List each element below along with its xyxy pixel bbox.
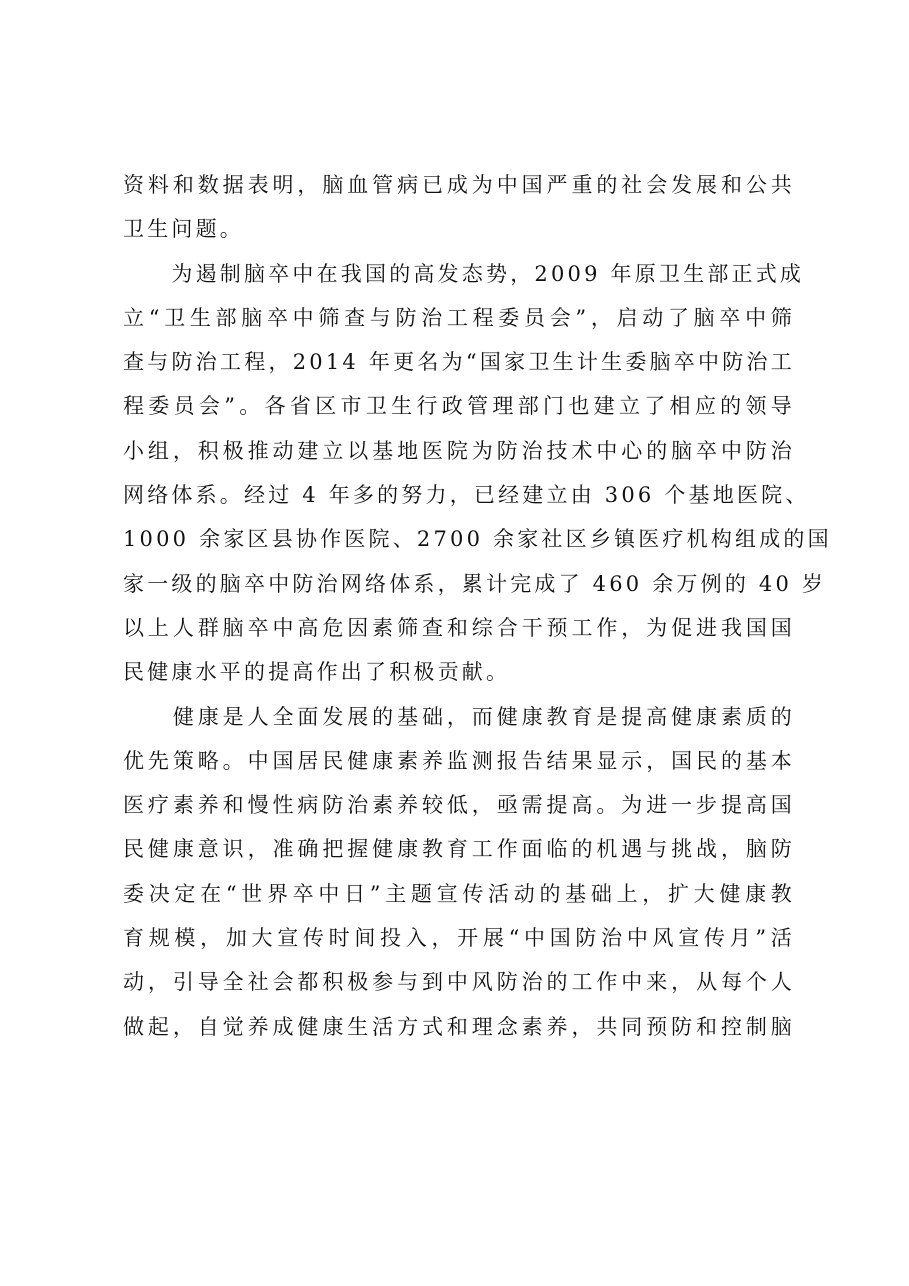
text-line: 医疗素养和慢性病防治素养较低，亟需提高。为进一步提高国 xyxy=(123,793,795,818)
text-line: 立“卫生部脑卒中筛查与防治工程委员会”，启动了脑卒中筛 xyxy=(123,305,795,330)
paragraph-3 xyxy=(123,695,795,1049)
text-line: 健康是人全面发展的基础，而健康教育是提高健康素质的 xyxy=(123,704,795,729)
text-line: 1000 余家区县协作医院、2700 余家社区乡镇医疗机构组成的国 xyxy=(123,527,832,552)
text-line: 以上人群脑卒中高危因素筛查和综合干预工作，为促进我国国 xyxy=(123,615,795,640)
text-line: 网络体系。经过 4 年多的努力，已经建立由 306 个基地医院、 xyxy=(123,483,810,508)
text-line: 动，引导全社会都积极参与到中风防治的工作中来，从每个人 xyxy=(123,970,795,995)
text-line: 卫生问题。 xyxy=(123,217,244,242)
text-line: 优先策略。中国居民健康素养监测报告结果显示，国民的基本 xyxy=(123,748,795,773)
text-line: 民健康意识，准确把握健康教育工作面临的机遇与挑战，脑防 xyxy=(123,837,795,862)
text-line: 育规模，加大宣传时间投入，开展“中国防治中风宣传月”活 xyxy=(123,926,795,951)
paragraph-1 xyxy=(123,163,795,252)
text-line: 做起，自觉养成健康生活方式和理念素养，共同预防和控制脑 xyxy=(123,1014,795,1039)
text-line: 家一级的脑卒中防治网络体系，累计完成了 460 余万例的 40 岁 xyxy=(123,571,827,596)
text-line: 为遏制脑卒中在我国的高发态势，2009 年原卫生部正式成 xyxy=(123,261,805,286)
text-line: 程委员会”。各省区市卫生行政管理部门也建立了相应的领导 xyxy=(123,394,795,419)
text-line: 查与防治工程，2014 年更名为“国家卫生计生委脑卒中防治工 xyxy=(123,350,795,375)
text-line: 委决定在“世界卒中日”主题宣传活动的基础上，扩大健康教 xyxy=(123,881,795,906)
body-text xyxy=(123,163,832,1049)
text-line: 民健康水平的提高作出了积极贡献。 xyxy=(123,660,511,685)
text-line: 小组，积极推动建立以基地医院为防治技术中心的脑卒中防治 xyxy=(123,438,795,463)
text-line: 资料和数据表明，脑血管病已成为中国严重的社会发展和公共 xyxy=(123,173,795,197)
paragraph-2 xyxy=(123,252,832,695)
